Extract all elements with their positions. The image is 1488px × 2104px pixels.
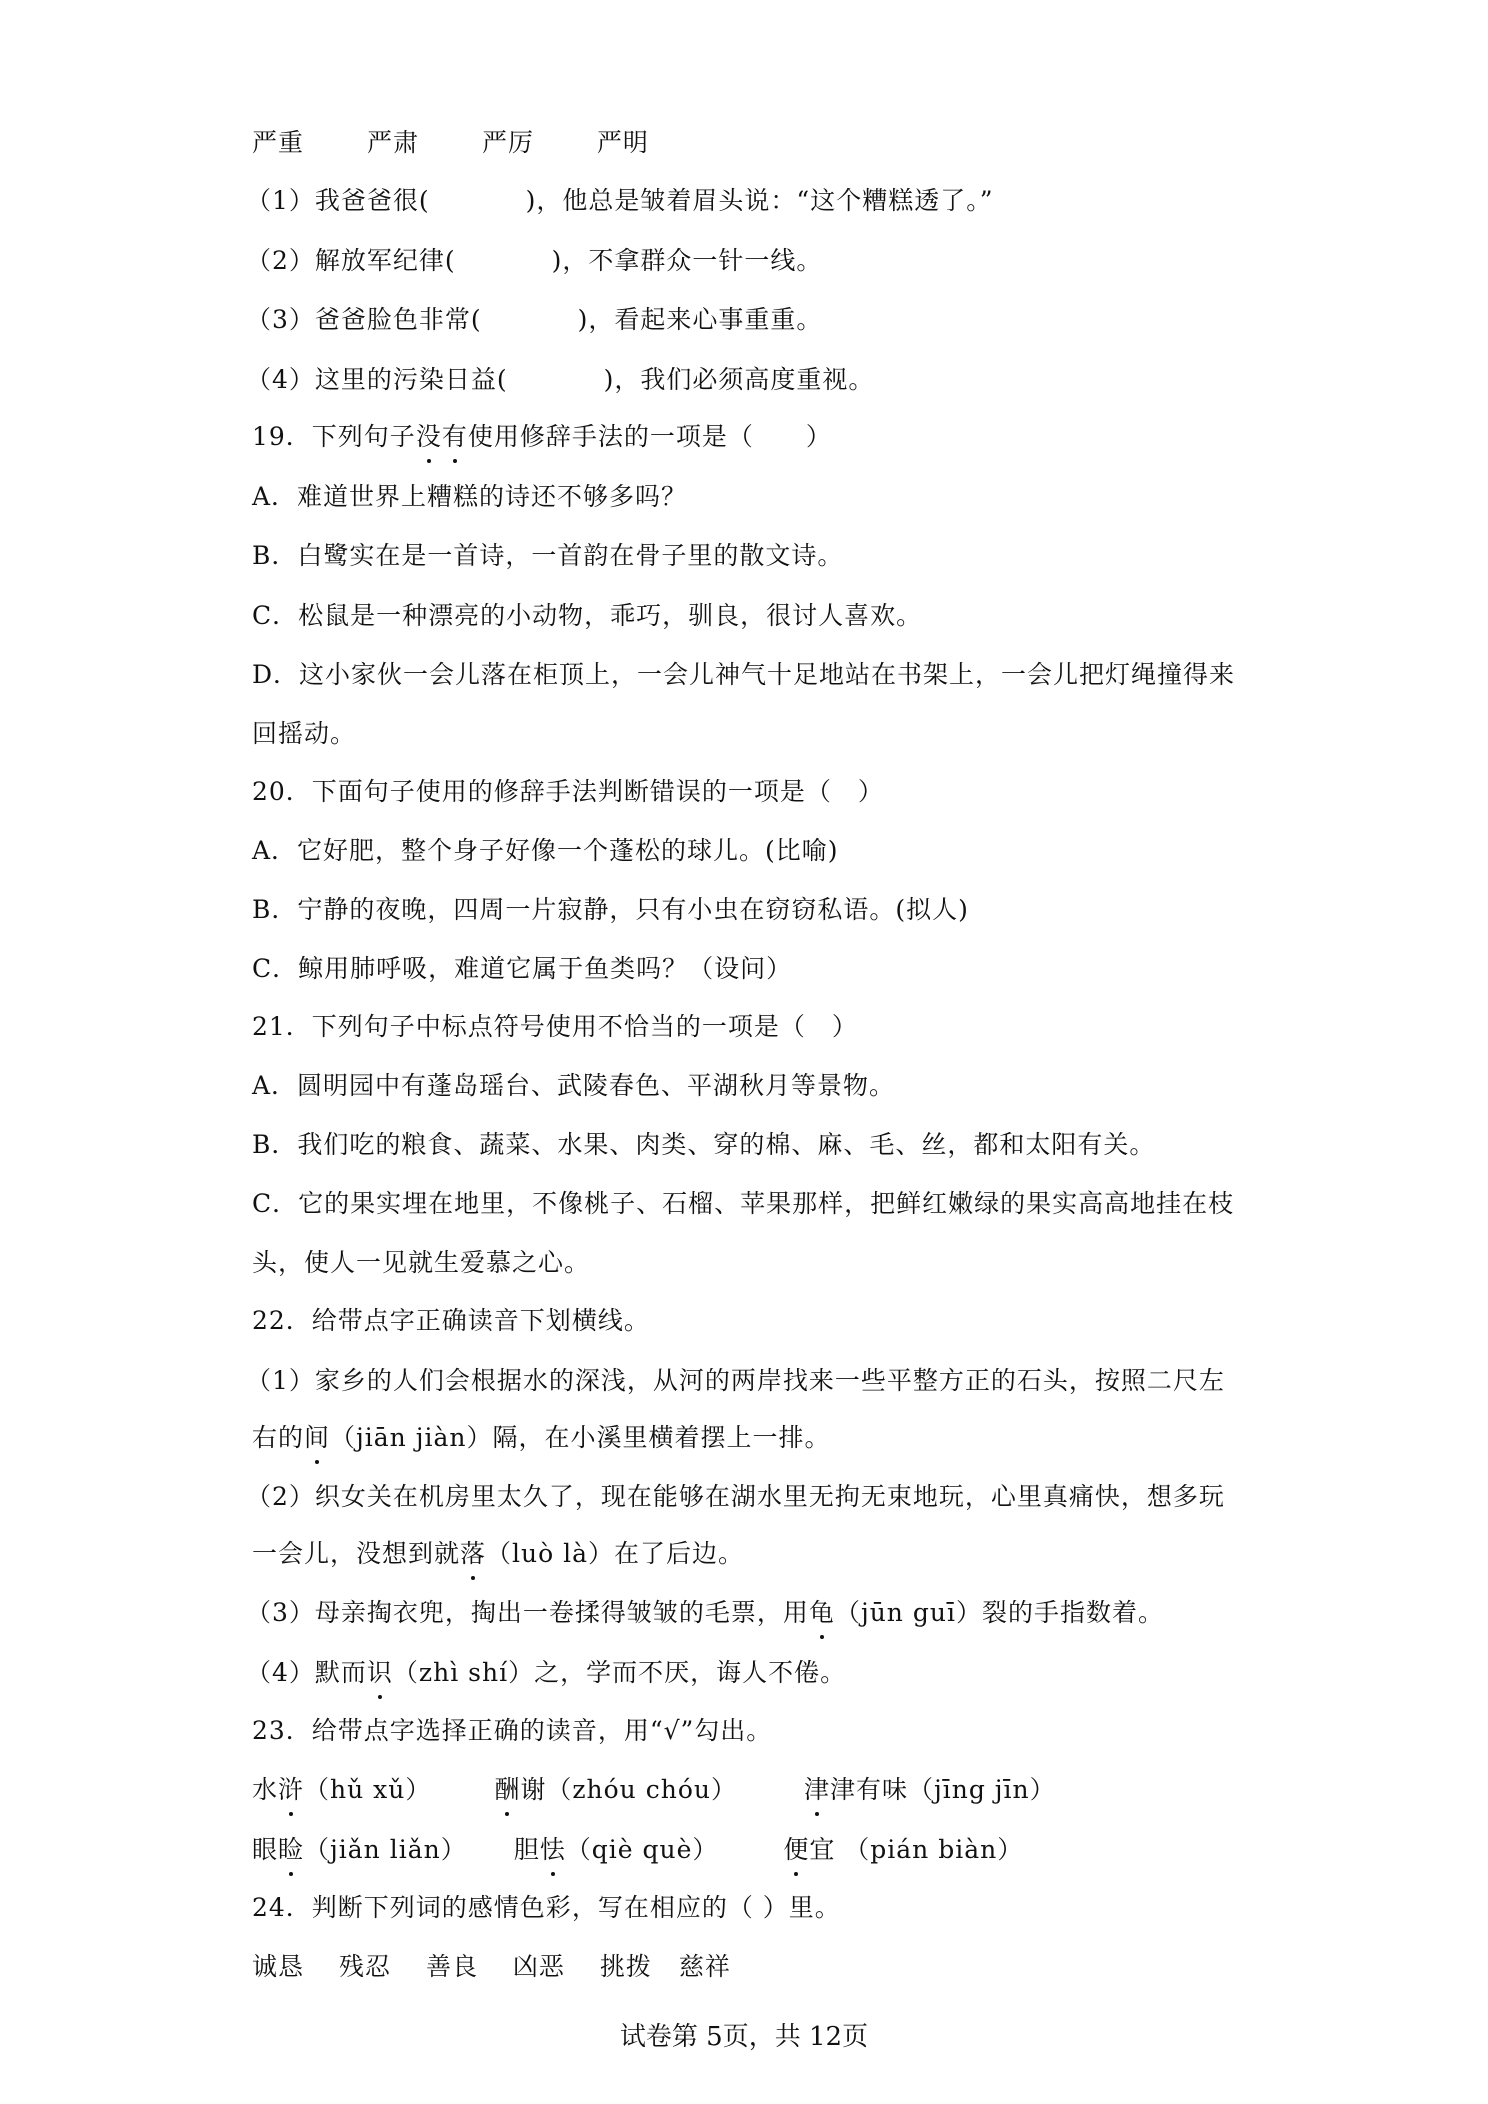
q23-stem: 23．给带点字选择正确的读音，用“√”勾出。: [252, 1716, 773, 1745]
q24-word-bank: [252, 1950, 731, 1984]
word: 残忍: [338, 1952, 391, 1981]
word: 善良: [425, 1952, 478, 1981]
dotted-char: 没: [416, 420, 442, 454]
q22-stem: 22．给带点字正确读音下划横线。: [252, 1306, 650, 1335]
q24-stem: 24．判断下列词的感情色彩，写在相应的（ ）里。: [252, 1893, 841, 1922]
q18-sentence-4: （4）这里的污染日益( )，我们必须高度重视。: [246, 365, 875, 394]
q22-item-1: （1）家乡的人们会根据水的深浅，从河的两岸找来一些平整方正的石头，按照二尺左: [246, 1366, 1225, 1395]
word: 严明: [596, 128, 649, 157]
q22-item-1-cont: 右的间（jiān jiàn）隔，在小溪里横着摆上一排。: [252, 1421, 831, 1455]
q21-option-c-cont: 头，使人一见就生爱慕之心。: [252, 1248, 591, 1277]
word: 严厉: [481, 128, 534, 157]
q19-option-d: D．这小家伙一会儿落在柜顶上，一会儿神气十足地站在书架上，一会儿把灯绳撞得来: [252, 660, 1236, 689]
q22-item-3: （3）母亲掏衣兜，掏出一卷揉得皱皱的毛票，用龟（jūn guī）裂的手指数着。: [246, 1596, 1164, 1630]
q20-stem: 20．下面句子使用的修辞手法判断错误的一项是（ ）: [252, 777, 884, 806]
q19-stem: 19．下列句子没有使用修辞手法的一项是（ ）: [252, 420, 832, 454]
dotted-char: 有: [442, 420, 468, 454]
q19-option-d-cont: 回摇动。: [252, 719, 357, 748]
word: 诚恳: [252, 1952, 305, 1981]
q20-option-c: C．鲸用肺呼吸，难道它属于鱼类吗？（设问）: [252, 954, 793, 983]
q23-row-1: 水浒（hǔ xǔ） 酬谢（zhóu chóu） 津津有味（jīng jīn）: [252, 1773, 1056, 1807]
word: 挑拨: [599, 1952, 652, 1981]
q19-option-c: C．松鼠是一种漂亮的小动物，乖巧，驯良，很讨人喜欢。: [252, 601, 923, 630]
dotted-char: 酬: [494, 1773, 520, 1807]
q18-sentence-2: （2）解放军纪律( )，不拿群众一针一线。: [246, 246, 823, 275]
q22-item-4: （4）默而识（zhì shí）之，学而不厌，诲人不倦。: [246, 1656, 846, 1690]
q21-option-c: C．它的果实埋在地里，不像桃子、石榴、苹果那样，把鲜红嫩绿的果实高高地挂在枝: [252, 1189, 1235, 1218]
dotted-char: 怯: [540, 1833, 566, 1867]
word: 严肃: [366, 128, 419, 157]
word-bank-18: [252, 126, 649, 160]
dotted-char: 便: [783, 1833, 809, 1867]
word: 严重: [252, 128, 305, 157]
q21-option-a: A．圆明园中有蓬岛瑶台、武陵春色、平湖秋月等景物。: [252, 1071, 896, 1100]
q22-item-2: （2）织女关在机房里太久了，现在能够在湖水里无拘无束地玩，心里真痛快，想多玩: [246, 1482, 1225, 1511]
q20-option-b: B．宁静的夜晚，四周一片寂静，只有小虫在窃窃私语。(拟人): [252, 895, 969, 924]
q22-item-2-cont: 一会儿，没想到就落（luò là）在了后边。: [252, 1537, 744, 1571]
page-footer: 试卷第 5页，共 12页: [619, 2022, 869, 2052]
dotted-char: 识: [367, 1656, 393, 1690]
q18-sentence-3: （3）爸爸脸色非常( )，看起来心事重重。: [246, 305, 823, 334]
q23-row-2: 眼睑（jiǎn liǎn） 胆怯（qiè què） 便宜 （pián biàn）: [252, 1833, 1023, 1867]
q20-option-a: A．它好肥，整个身子好像一个蓬松的球儿。(比喻): [252, 836, 839, 865]
q21-option-b: B．我们吃的粮食、蔬菜、水果、肉类、穿的棉、麻、毛、丝，都和太阳有关。: [252, 1130, 1156, 1159]
word: 凶恶: [512, 1952, 565, 1981]
q21-stem: 21．下列句子中标点符号使用不恰当的一项是（ ）: [252, 1012, 858, 1041]
q18-sentence-1: （1）我爸爸很( )，他总是皱着眉头说：“这个糟糕透了。”: [246, 186, 994, 215]
q19-option-a: A．难道世界上糟糕的诗还不够多吗？: [252, 482, 688, 511]
word: 慈祥: [678, 1952, 731, 1981]
q19-option-b: B．白鹭实在是一首诗，一首韵在骨子里的散文诗。: [252, 541, 844, 570]
dotted-char: 睑: [278, 1833, 304, 1867]
dotted-char: 间: [304, 1421, 330, 1455]
dotted-char: 龟: [809, 1596, 835, 1630]
dotted-char: 落: [460, 1537, 486, 1571]
dotted-char: 津: [804, 1773, 830, 1807]
dotted-char: 浒: [278, 1773, 304, 1807]
